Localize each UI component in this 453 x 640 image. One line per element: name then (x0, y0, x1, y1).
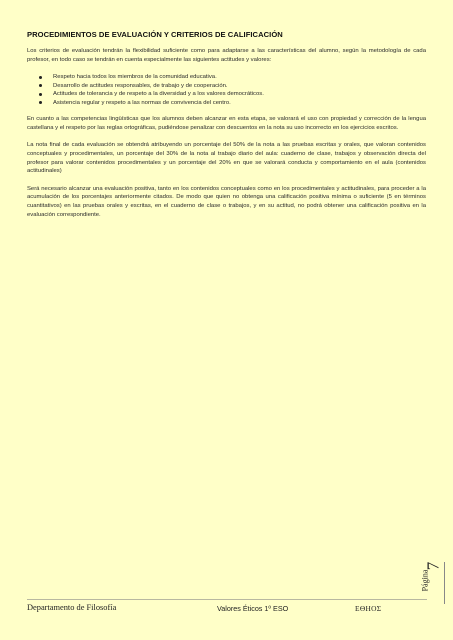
bullet-icon (39, 101, 42, 104)
footer-brand: ΕΘΗΟΣ (355, 604, 382, 613)
section-heading: PROCEDIMIENTOS DE EVALUACIÓN Y CRITERIOS DE CALIFICACIÓN (27, 30, 283, 39)
intro-paragraph: Los criterios de evaluación tendrán la flexibilidad suficiente como para adaptarse a las características del alumno, según la metodología de cada profesor, en todo caso se tendrán en cuenta especialmente las siguientes actitudes y valores: (27, 48, 426, 63)
list-item-text: Desarrollo de actitudes responsables, de trabajo y de cooperación. (53, 82, 228, 89)
list-item (39, 82, 426, 91)
page-number-marker (420, 556, 446, 604)
footer-course: Valores Éticos 1º ESO (217, 604, 289, 613)
list-item-text: Respeto hacia todos los miembros de la comunidad educativa. (53, 74, 217, 81)
bullet-icon (39, 93, 42, 96)
positive-evaluation-paragraph: Será necesario alcanzar una evaluación positiva, tanto en los contenidos conceptuales como en los procedimentales y actitudinales, para proceder a la acumulación de los porcentajes anteriormente citados. De modo que quien no obtenga una calificación positiva mínima o suficiente (5 en términos cuantitativos) en las pruebas orales y escritas, en el cuaderno de clase o trabajos, y en su actitud, no podrá obtener una calificación positiva en la evaluación correspondiente. (27, 185, 426, 218)
linguistic-paragraph: En cuanto a las competencias lingüísticas que los alumnos deben alcanzar en esta etapa, se valorará el uso con propiedad y corrección de la lengua castellana y el respeto por las reglas ortográficas, pudiéndose penalizar con descuentos en la nota su uso incorrecto en los ejercicios escritos. (27, 116, 426, 131)
final-grade-paragraph: La nota final de cada evaluación se obtendrá atribuyendo un porcentaje del 50% de la nota a las pruebas escritas y orales, que valoran contenidos conceptuales y procedimentales, un porcentaje del 30% de la nota al trabajo diario del aula: cuaderno de clase, trabajos y observación directa del profesor para valorar contenidos procedimentales y un porcentaje del 20% en que se valorará conducta y comportamiento en el aula (contenidos actitudinales) (27, 142, 426, 175)
values-list (27, 73, 426, 107)
list-item (39, 99, 426, 108)
bullet-icon (39, 84, 42, 87)
list-item-text: Asistencia regular y respeto a las normas de convivencia del centro. (53, 99, 231, 106)
list-item-text: Actitudes de tolerancia y de respeto a la diversidad y a los valores democráticos. (53, 91, 264, 98)
bullet-icon (39, 76, 42, 79)
page-label: Página (420, 569, 430, 592)
footer-divider (27, 599, 427, 600)
footer-department: Departamento de Filosofía (27, 603, 117, 612)
footer (27, 603, 427, 617)
document-body (27, 30, 426, 228)
list-item (39, 90, 426, 99)
page-marker-divider (444, 562, 445, 604)
list-item (39, 73, 426, 82)
page-number: 7 (423, 561, 443, 571)
